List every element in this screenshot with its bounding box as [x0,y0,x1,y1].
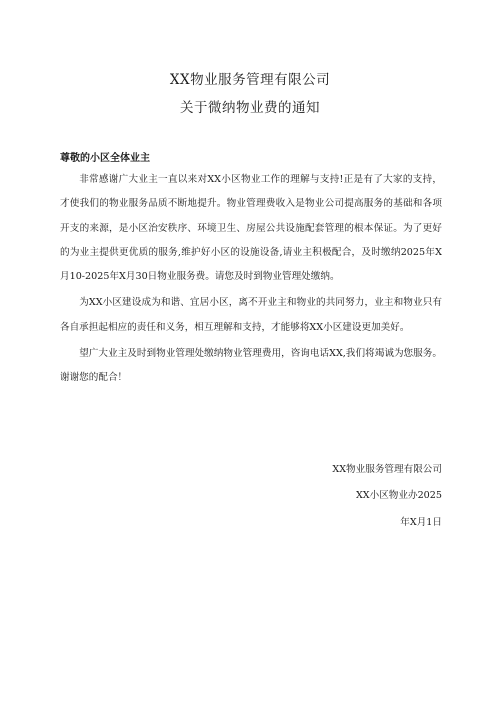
paragraph-1: 非常感谢广大业主一直以来对XX小区物业工作的理解与支持!正是有了大家的支持，才使我们的物业服务品质不断地提升。物业管理费收入是物业公司提高服务的基础和各项开支的来源，是小区治安秩序、环境卫生、房屋公共设施配套管理的根本保证。为了更好的为业主提供更优质的服务,维护好小区的设施设备,请业主积极配合，及时缴纳2025年X月10-2025年X月30日物业服务费。请您及时到物业管理处缴纳。 [60,174,442,283]
signature-date: 年X月1日 [400,517,442,528]
signature-company: XX物业服务管理有限公司 [332,464,442,475]
notice-body [60,168,442,393]
notice-title: 关于微纳物业费的通知 [180,100,320,116]
paragraph-2: 为XX小区建设成为和谐、宜居小区，离不开业主和物业的共同努力，业主和物业只有各自承担起相应的责任和义务，相互理解和支持，才能够将XX小区建设更加美好。 [60,297,442,333]
paragraph-3: 望广大业主及时到物业管理处缴纳物业管理费用，咨询电话XX,我们将竭诚为您服务。谢谢您的配合！ [60,348,442,384]
company-title: XX物业服务管理有限公司 [169,72,331,88]
salutation: 尊敬的小区全体业主 [60,153,150,164]
signature-office: XX小区物业办2025 [355,490,442,501]
